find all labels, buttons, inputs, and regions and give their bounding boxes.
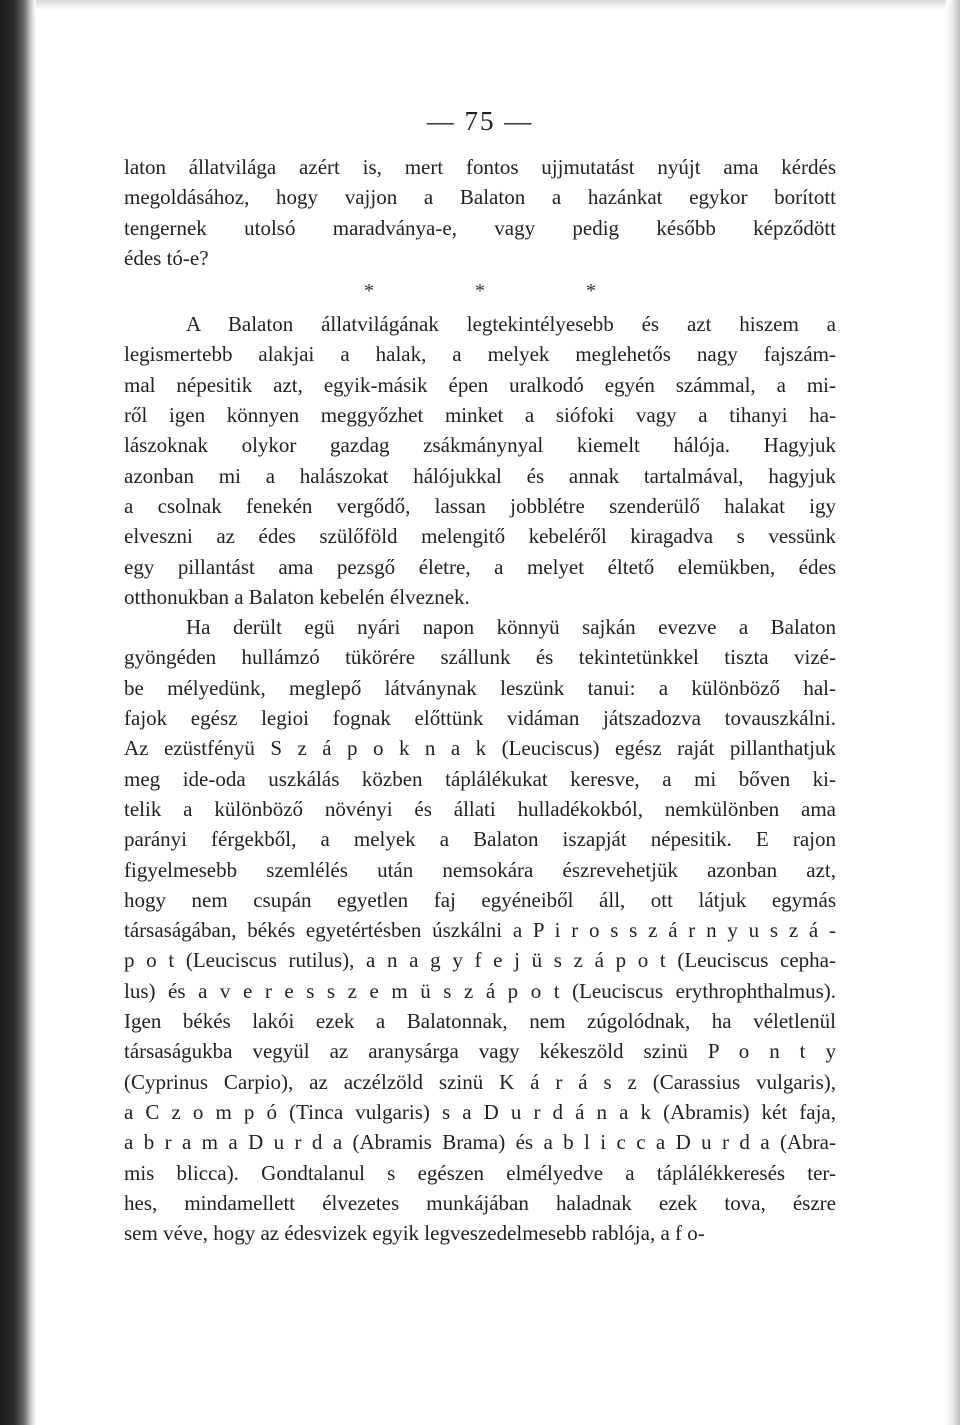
- text-line: elveszni az édes szülőföld melengitő kebeléről kiragadva s vessünk: [124, 524, 836, 549]
- text-line: (Cyprinus Carpio), az aczélzöld szinü K á r á s z (Carassius vulgaris),: [124, 1069, 836, 1094]
- text-line: a csolnak fenekén vergődő, lassan jobblétre szenderülő halakat igy: [124, 493, 836, 518]
- text-line: telik a különböző növényi és állati hulladékokból, nemkülönben ama: [124, 796, 836, 821]
- text-line: a b r a m a D u r d a (Abramis Brama) és a b l i c c a D u r d a (Abra-: [124, 1130, 836, 1155]
- text-line: mis blicca). Gondtalanul s egészen elmélyedve a táplálékkeresés ter-: [124, 1160, 836, 1185]
- text-line: ről igen könnyen meggyőzhet minket a siófoki vagy a tihanyi ha-: [124, 403, 836, 428]
- text-line: parányi férgekből, a melyek a Balaton iszapját népesitik. E rajon: [124, 827, 836, 852]
- section-separator: * * *: [364, 280, 644, 303]
- text-line: a C z o m p ó (Tinca vulgaris) s a D u r d á n a k (Abramis) két faja,: [124, 1099, 836, 1124]
- text-line: társaságukba vegyül az aranysárga vagy kékeszöld szinü P o n t y: [124, 1039, 836, 1064]
- text-line: laton állatvilága azért is, mert fontos ujjmutatást nyújt ama kérdés: [124, 155, 836, 179]
- text-line: egy pillantást ama pezsgő életre, a melyet éltető elemükben, édes: [124, 554, 836, 579]
- text-line: otthonukban a Balaton kebelén élveznek.: [124, 584, 470, 609]
- text-line: hes, mindamellett élvezetes munkájában haladnak ezek tova, észre: [124, 1190, 836, 1215]
- text-line: Ha derült egü nyári napon könnyü sajkán evezve a Balaton: [186, 615, 836, 640]
- text-line: mal népesitik azt, egyik-másik épen uralkodó egyén számmal, a mi-: [124, 372, 836, 397]
- text-line: sem véve, hogy az édesvizek egyik legveszedelmesebb rablója, a f o-: [124, 1221, 705, 1246]
- paragraph-fish: [124, 309, 836, 612]
- text-line: fajok egész legioi fognak előttünk vidáman játszadozva tovauszkálni.: [124, 706, 836, 731]
- text-line: azonban mi a halászokat hálójukkal és annak tartalmával, hagyjuk: [124, 463, 836, 488]
- text-line: legismertebb alakjai a halak, a melyek meglehetős nagy fajszám-: [124, 342, 836, 367]
- paragraph-species: [124, 612, 836, 1248]
- text-line: be mélyedünk, meglepő látványnak leszünk tanui: a különböző hal-: [124, 675, 836, 700]
- text-line: Igen békés lakói ezek a Balatonnak, nem zúgolódnak, ha véletlenül: [124, 1009, 836, 1034]
- text-line: gyöngéden hullámzó tükörére szállunk és tekintetünkkel tiszta vizé-: [124, 645, 836, 670]
- text-line: lászoknak olykor gazdag zsákmánynyal kiemelt hálója. Hagyjuk: [124, 433, 836, 458]
- text-line: tengernek utolsó maradványa-e, vagy pedig később képződött: [124, 215, 836, 240]
- scan-shadow-right: [946, 0, 960, 1425]
- scan-shadow-left: [0, 0, 36, 1425]
- text-line: Az ezüstfényü S z á p o k n a k (Leuciscus) egész raját pillanthatjuk: [124, 736, 836, 761]
- paragraph-intro: [124, 152, 836, 273]
- text-line: társaságában, békés egyetértésben úszkálni a P i r o s s z á r n y u s z á -: [124, 918, 836, 943]
- text-line: p o t (Leuciscus rutilus), a n a g y f e j ü s z á p o t (Leuciscus cepha-: [124, 948, 836, 973]
- text-line: hogy nem csupán egyetlen faj egyéneiből áll, ott látjuk egymás: [124, 887, 836, 912]
- text-line: édes tó-e?: [124, 245, 209, 270]
- scan-shadow-top: [36, 0, 960, 10]
- text-line: A Balaton állatvilágának legtekintélyesebb és azt hiszem a: [186, 312, 836, 337]
- page-number: — 75 —: [426, 106, 534, 136]
- text-line: meg ide-oda uszkálás közben táplálékukat keresve, a mi bőven ki-: [124, 766, 836, 791]
- page-body: [124, 152, 836, 1248]
- text-line: lus) és a v e r e s s z e m ü s z á p o t (Leuciscus erythrophthalmus).: [124, 978, 836, 1003]
- text-line: megoldásához, hogy vajjon a Balaton a hazánkat egykor borított: [124, 185, 836, 210]
- text-line: figyelmesebb szemlélés után nemsokára észrevehetjük azonban azt,: [124, 857, 836, 882]
